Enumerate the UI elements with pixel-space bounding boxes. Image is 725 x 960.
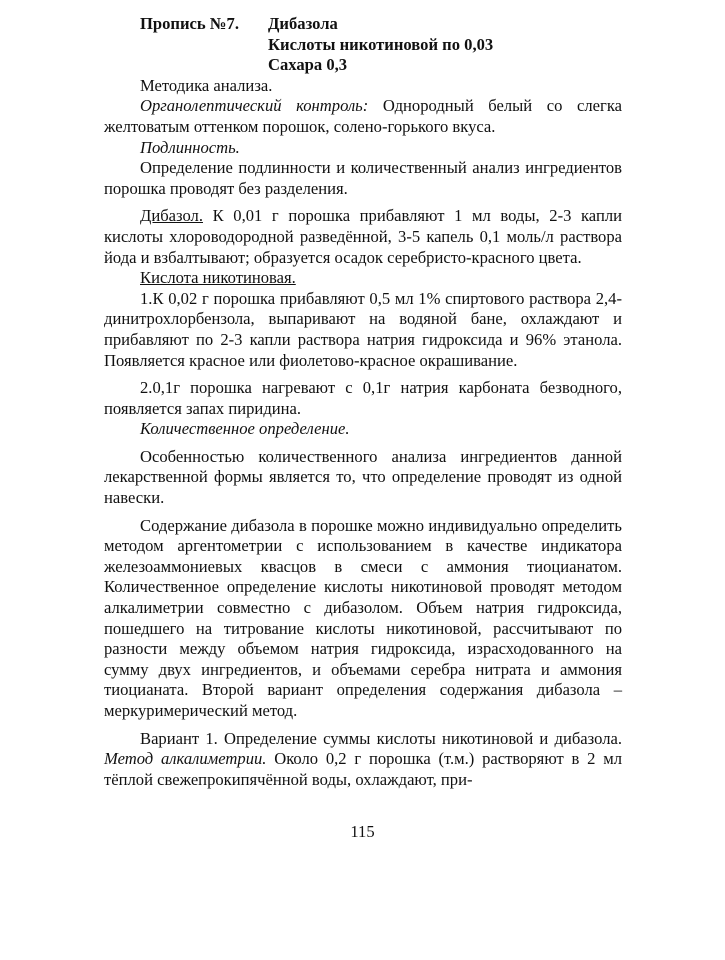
variant-1-method: Метод алкалиметрии. — [104, 749, 267, 769]
nicotinic-test-2: 2.0,1г порошка нагревают с 0,1г натрия карбоната безводного, появляется запах пиридина. — [104, 378, 622, 418]
authenticity-paragraph: Определение подлинности и количественный анализ ингредиентов порошка проводят без разделения. — [104, 158, 622, 198]
recipe-item: Дибазола — [268, 14, 338, 33]
dibazol-paragraph — [104, 206, 622, 268]
authenticity-heading: Подлинность. — [140, 137, 240, 157]
dibazol-label: Дибазол. — [140, 206, 203, 226]
quantitative-paragraph-2: Содержание дибазола в порошке можно индивидуально определить методом аргентометрии с использованием в качестве индикатора железоаммониевых квасцов в смеси с аммония тиоцианатом. Количественное определение кислоты никотиновой проводят методом алкалиметрии совместно с дибазолом. Объем натрия гидроксида, пошедшего на титрование кислоты никотиновой, рассчитывают по разности между объемом натрия гидроксида, израсходованного на сумму двух ингредиентов, и объемами серебра нитрата и аммония тиоцианата. Второй вариант определения содержания дибазола – меркуримерический метод. — [104, 515, 622, 720]
nicotinic-test-1: 1.К 0,02 г порошка прибавляют 0,5 мл 1% спиртового раствора 2,4-динитрохлорбензола, выпаривают на водяной бане, охлаждают и прибавляют по 2-3 капли раствора натрия гидроксида и 96% этанола. Появляется красное или фиолетово-красное окрашивание. — [104, 288, 622, 370]
nicotinic-label: Кислота никотиновая. — [140, 268, 296, 288]
recipe-item: Кислоты никотиновой по 0,03 — [268, 34, 494, 54]
method-title: Методика анализа. — [140, 75, 273, 95]
quantitative-heading: Количественное определение. — [140, 419, 350, 439]
organoleptic-text: Однородный белый со слегка желтоватым оттенком порошок, солено-горького вкуса. — [104, 96, 623, 136]
dibazol-text: К 0,01 г порошка прибавляют 1 мл воды, 2-3 капли кислоты хлороводородной разведённой, 3-5 капель 0,1 моль/л раствора йода и взбалтывают; образуется осадок серебристо-красного цвета. — [104, 206, 622, 267]
quantitative-paragraph-1: Особенностью количественного анализа ингредиентов данной лекарственной формы является то, что определение проводят из одной навески. — [104, 446, 622, 508]
page-number: 115 — [350, 822, 375, 841]
organoleptic-label: Органолептический контроль: — [140, 96, 369, 116]
recipe-label: Пропись №7. — [140, 14, 239, 33]
variant-1-rest: Около 0,2 г порошка (т.м.) растворяют в 2 мл тёплой свежепрокипячённой воды, охлаждают, при- — [104, 749, 622, 789]
nicotinic-heading — [104, 268, 622, 289]
document-page — [104, 14, 622, 790]
recipe-item: Сахара 0,3 — [268, 55, 348, 75]
variant-1-paragraph — [104, 729, 622, 791]
organoleptic-paragraph — [104, 96, 622, 137]
variant-1-lead: Вариант 1. Определение суммы кислоты никотиновой и дибазола. — [140, 728, 622, 748]
recipe-block — [140, 14, 622, 76]
